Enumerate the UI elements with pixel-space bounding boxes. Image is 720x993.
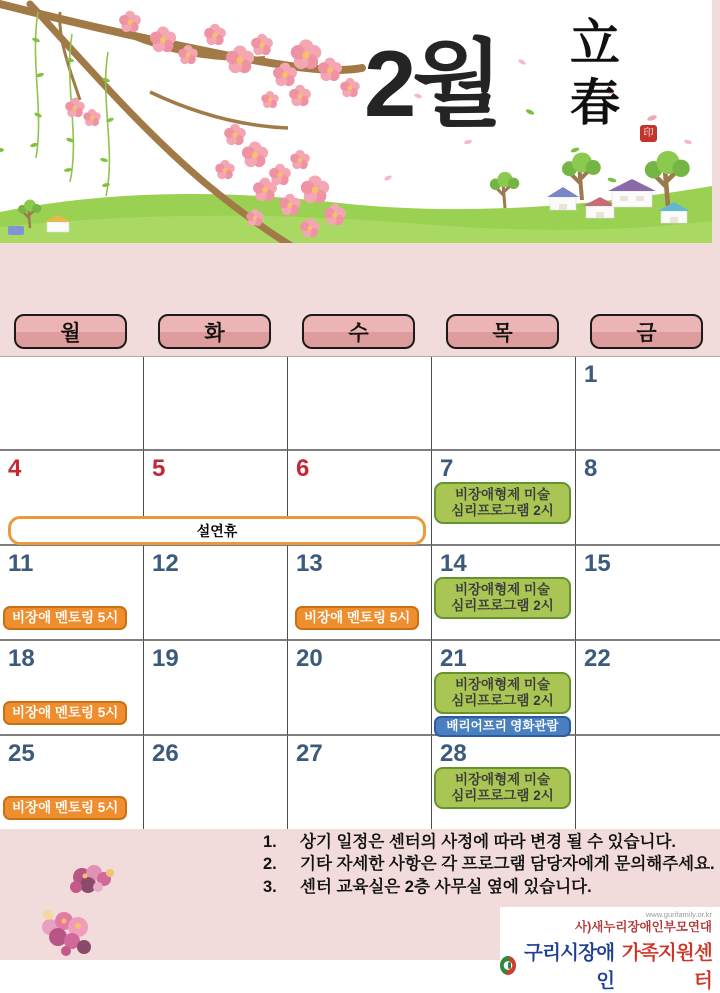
event-mentoring: 비장애 멘토링 5시 [3,606,127,630]
calendar-cell-25 [0,736,144,829]
date-number: 25 [8,740,35,767]
logo-website: www.gurifamily.or.kr [645,910,712,919]
date-number: 7 [440,455,454,482]
weekday-header-fri: 금 [590,314,703,349]
event-line: 비장애형제 미술 [454,677,551,692]
weekday-header-mon: 월 [14,314,127,349]
note-number: 3. [263,877,277,896]
date-number: 14 [440,550,467,577]
event-movie: 배리어프리 영화관람 [434,716,571,737]
calendar-cell-12 [144,546,288,641]
date-number: 27 [296,740,323,767]
note-text: 기타 자세한 사항은 각 프로그램 담당자에게 문의해주세요. [300,855,715,874]
event-line: 심리프로그램 2시 [451,598,554,613]
note-number: 2. [263,855,277,874]
solar-term-calligraphy: 立春 [562,16,621,136]
event-line: 심리프로그램 2시 [451,503,554,518]
calendar-cell-22 [576,641,720,736]
note-item [263,876,715,898]
banner [0,0,712,243]
calendar-grid [0,356,720,829]
holiday-banner-seollal: 설연휴 [8,516,426,545]
date-number: 26 [152,740,179,767]
date-number-holiday: 6 [296,455,310,482]
calendar-cell-empty [576,736,720,829]
date-number: 28 [440,740,467,767]
date-number-holiday: 5 [152,455,166,482]
event-mentoring: 비장애 멘토링 5시 [3,701,127,725]
date-number: 20 [296,645,323,672]
note-number: 1. [263,833,277,851]
date-number: 15 [584,550,611,577]
date-number: 19 [152,645,179,672]
event-mentoring: 비장애 멘토링 5시 [295,606,419,630]
calendar-cell-empty [0,357,144,451]
calendar-cell-28 [432,736,576,829]
note-item [263,831,715,853]
date-number-holiday: 4 [8,455,22,482]
event-line: 비장애형제 미술 [454,772,551,787]
note-item [263,853,715,875]
calendar-cell-18 [0,641,144,736]
logo-association: 사)새누리장애인부모연대 [575,920,712,934]
calendar-cell-15 [576,546,720,641]
date-number: 8 [584,455,598,482]
note-text: 상기 일정은 센터의 사정에 따라 변경 될 수 있습니다. [300,833,676,851]
event-art-program [434,482,571,524]
logo-box [500,907,720,992]
date-number: 21 [440,645,467,672]
footer-notes [263,831,715,898]
weekday-header-wed: 수 [302,314,415,349]
event-line: 심리프로그램 2시 [451,693,554,708]
date-number: 11 [8,550,34,577]
date-number: 13 [296,550,323,577]
event-line: 심리프로그램 2시 [451,788,554,803]
calendar-cell-14 [432,546,576,641]
note-text: 센터 교육실은 2층 사무실 옆에 있습니다. [300,877,592,896]
flower-decoration [20,855,150,960]
calendar-cell-26 [144,736,288,829]
center-name-red: 가족지원센터 [621,942,712,992]
event-line: 비장애형제 미술 [454,582,551,597]
date-number: 1 [584,361,598,388]
red-seal-stamp: 印 [640,125,657,142]
calendar-cell-20 [288,641,432,736]
calendar-cell-8 [576,451,720,546]
calendar-cell-empty [288,357,432,451]
calendar-cell-13 [288,546,432,641]
calendar-cell-21 [432,641,576,736]
event-art-program [434,672,571,714]
event-art-program [434,577,571,619]
calendar-cell-11 [0,546,144,641]
logo-brand-row [500,937,712,993]
date-number: 22 [584,645,611,672]
event-line: 비장애형제 미술 [454,487,551,502]
center-logo-icon [500,956,516,975]
calendar-cell-1 [576,357,720,451]
calendar-cell-19 [144,641,288,736]
event-mentoring: 비장애 멘토링 5시 [3,796,127,820]
calendar-cell-empty [432,357,576,451]
center-name-blue: 구리시장애인 [524,942,615,992]
weekday-header-tue: 화 [158,314,271,349]
calendar-cell-empty [144,357,288,451]
date-number: 12 [152,550,179,577]
calendar-cell-7 [432,451,576,546]
weekday-header-thu: 목 [446,314,559,349]
calendar-cell-27 [288,736,432,829]
date-number: 18 [8,645,35,672]
month-title: 2월 [364,31,500,136]
event-art-program [434,767,571,809]
